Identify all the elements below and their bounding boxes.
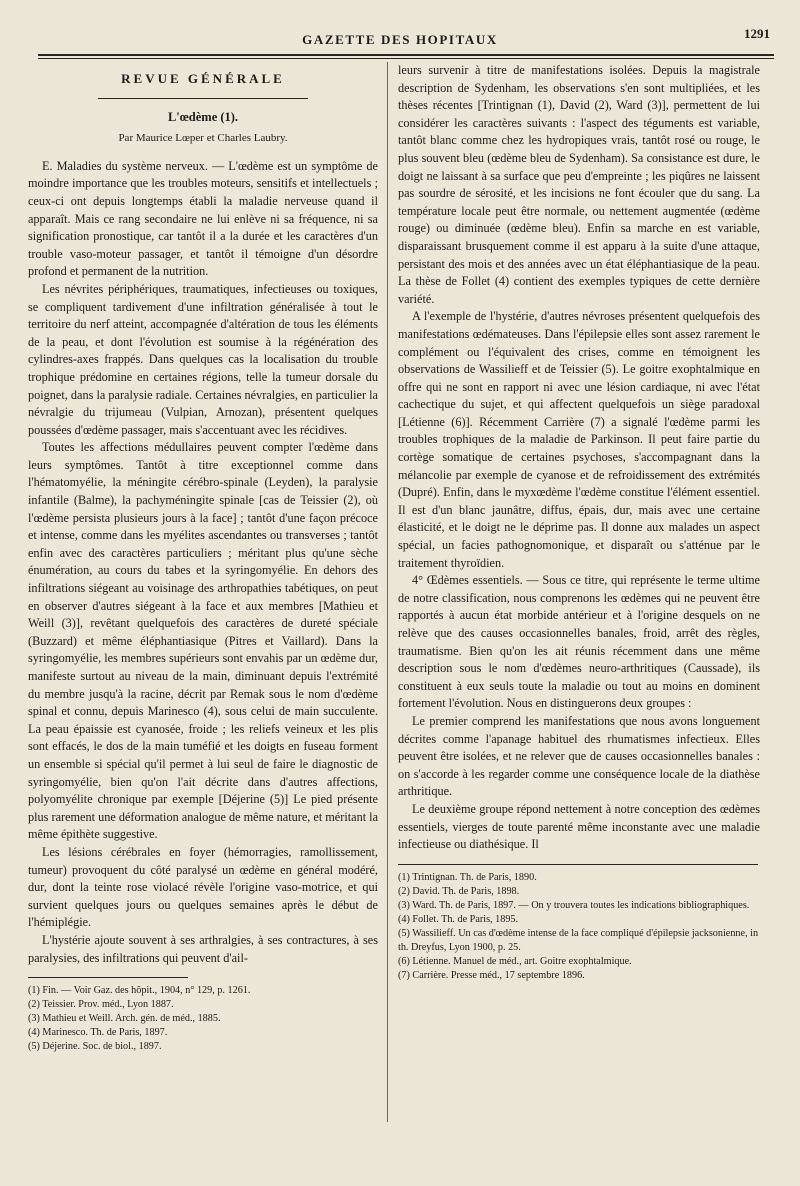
left-column xyxy=(28,62,378,1054)
masthead-title: GAZETTE DES HOPITAUX xyxy=(302,32,498,47)
section-title-rule xyxy=(98,98,308,99)
footnote: (6) Létienne. Manuel de méd., art. Goitre exophtalmique. xyxy=(398,955,632,967)
footnote: (1) Trintignan. Th. de Paris, 1890. xyxy=(398,871,537,883)
footnote: (2) David. Th. de Paris, 1898. xyxy=(398,885,520,897)
left-paragraph: Les névrites périphériques, traumatiques, infectieuses ou toxiques, se compliquent tardivement d'une infiltration généralisée à tout le territoire du nerf atteint, accompagnée d'altération de tous les éléments de la peau, et dont l'évolution est soumise à la régénération des cylindres-axes frappés. Dans quelques cas la localisation du trouble trophique prédomine en certaines régions, telle la tumeur dorsale du poignet, dans la paralysie radiale. Certaines névralgies, en particulier la névralgie du trijumeau (Vulpian, Arnozan), présentent quelques poussées d'œdème passager, mais s'accentuant avec les récidives. xyxy=(28,281,378,437)
footnote: (4) Follet. Th. de Paris, 1895. xyxy=(398,913,519,925)
left-paragraph: Les lésions cérébrales en foyer (hémorragies, ramollissement, tumeur) provoquent du côté paralysé un œdème en général modéré, dur, dont la teinte rose violacé révèle l'origine vaso-motrice, et qui survient quelques jours ou quelques semaines après le début de l'hémiplégie. xyxy=(28,844,378,930)
right-paragraph: leurs survenir à titre de manifestations isolées. Depuis la magistrale description de Sydenham, les observations s'en sont multipliées, et les thèses récentes [Trintignan (1), David (2), Ward (3)], permettent de lui considérer les caractères suivants : l'aspect des téguments est variable, tantôt blanc comme chez les hydropiques vrais, tantôt rosé ou rouge, le plus souvent bleu (œdème bleu de Sydenham). Sa consistance est dure, le doigt ne laissant à sa surface que peu d'empreinte ; les piqûres ne laissent pas sourdre de sérosité, et les incisions ne font écouler que du sang. La température locale peut être normale, ou nettement augmentée (œdème rouge) ou diminuée (œdème bleu). Enfin sa marche en est variable, disparaissant brusquement comme il est apparu à la suite d'une attaque, persistant des mois et des années avec un état éléphantiasique de la peau. La thèse de Follet (4) contient des exemples typiques de cette dernière variété. xyxy=(398,63,760,306)
right-paragraph: A l'exemple de l'hystérie, d'autres névroses présentent quelquefois des manifestations œdémateuses. Dans l'épilepsie elles sont assez rarement le complément ou l'équivalent des crises, comme en témoignent les observations de Wassilieff et de Teissier (5). Le goitre exophtalmique en offre qui ne sont en rapport ni avec une lésion cardiaque, ni avec l'état cachectique du sujet, et qui affectent quelquefois un siège paradoxal [Létienne (6)]. Récemment Carrière (7) a signalé l'œdème parmi les troubles trophiques de la maladie de Parkinson. Il peut faire partie du cortège somatique de certaines psychoses, s'accompagnant dans la mélancolie par exemple de cyanose et de refroidissement des extrémités (Dupré). Enfin, dans le myxœdème l'œdème constitue l'élément essentiel. Il est d'un blanc jaunâtre, diffus, épais, dur, mais avec une certaine élasticité, et le doigt ne le déprime pas. Il donne aux malades un aspect spécial, un facies pathognomonique, et disparaît ou s'atténue par le traitement thyroïdien. xyxy=(398,309,760,570)
right-paragraph: Le deuxième groupe répond nettement à notre conception des œdèmes essentiels, vierges de toute parenté même inconstante avec une maladie infectieuse ou diathésique. Il xyxy=(398,801,760,852)
byline: Par Maurice Lœper et Charles Laubry. xyxy=(118,132,288,145)
footnote: (5) Wassilieff. Un cas d'œdème intense de la face compliqué d'épilepsie jacksonienne, in th. Dreyfus, Lyon 1900, p. 25. xyxy=(398,927,759,953)
right-column xyxy=(398,62,760,983)
article-title: L'œdème (1). xyxy=(167,109,239,124)
footnote: (3) Ward. Th. de Paris, 1897. — On y trouvera toutes les indications bibliographiques. xyxy=(398,899,750,911)
footnote: (5) Déjerine. Soc. de biol., 1897. xyxy=(28,1041,162,1053)
footnote: (4) Marinesco. Th. de Paris, 1897. xyxy=(28,1027,168,1039)
page-number: 1291 xyxy=(744,26,770,41)
footnote: (2) Teissier. Prov. méd., Lyon 1887. xyxy=(28,999,174,1011)
left-footnotes xyxy=(28,984,378,1054)
footnote-rule xyxy=(28,977,188,978)
right-footnotes xyxy=(398,871,760,983)
left-paragraph: E. Maladies du système nerveux. — L'œdème est un symptôme de moindre importance que les troubles moteurs, sensitifs et intellectuels ; ceux-ci ont depuis longtemps établi la maladie nerveuse quand il apparaît. Mais ce rang secondaire ne lui enlève ni sa fréquence, ni sa signification pronostique, car tantôt il a la durée et les caractères d'un trouble vaso-moteur passager, et tantôt il témoigne d'un désordre profond et permanent de la nutrition. xyxy=(28,158,378,279)
footnote: (7) Carrière. Presse méd., 17 septembre 1896. xyxy=(398,969,585,981)
footnote-rule xyxy=(398,864,758,865)
right-paragraph: Le premier comprend les manifestations que nous avons longuement décrites comme l'apanage habituel des rhumatismes infectieux. Elles peuvent être isolées, et ne relever que de causes occasionnelles banales : on s'accorde à les regarder comme une conséquence locale de la diathèse arthritique. xyxy=(398,713,760,799)
column-divider xyxy=(387,62,388,1122)
left-paragraph: L'hystérie ajoute souvent à ses arthralgies, à ses contractures, à ses paralysies, des infiltrations qui peuvent d'ail- xyxy=(28,932,378,965)
footnote: (1) Fin. — Voir Gaz. des hôpit., 1904, n° 129, p. 1261. xyxy=(28,985,251,997)
footnote: (3) Mathieu et Weill. Arch. gén. de méd., 1885. xyxy=(28,1013,221,1025)
section-title: REVUE GÉNÉRALE xyxy=(121,71,285,86)
right-paragraph: 4° Œdèmes essentiels. — Sous ce titre, qui représente le terme ultime de notre classification, nous comprenons les œdèmes qui ne peuvent être rapportés à aucun état morbide antérieur et à l'origine desquels on ne relève que des causes occasionnelles banales, froid, arrêt des règles, traumatisme. Bien qu'on les ait réunis récemment dans une même description sous le nom d'œdèmes neuro-arthritiques (Caussade), ils constituent à eux seuls toute la maladie ou tout au moins en dominent fortement l'évolution. Nous en distinguerons deux groupes : xyxy=(398,573,760,711)
left-paragraph: Toutes les affections médullaires peuvent compter l'œdème dans leurs symptômes. Tantôt à titre exceptionnel comme dans l'hématomyélie, la méningite cérébro-spinale (Leyden), la paralysie infantile (Balme), la pachyméningite spinale [cas de Teissier (2), où l'œdème persista plusieurs jours à la face] ; tantôt d'une façon précoce et intense, comme dans les myélites ascendantes ou transverses ; tantôt enfin avec des caractères particuliers ; méritant plus qu'une sèche énumération, au cours du tabes et la syringomyélie. En dehors des infiltrations siégeant au voisinage des arthropathies tabétiques, on peut en observer d'autres siégeant à la face et aux membres [Mathieu et Weill (3)], revêtant quelquefois des caractères de dureté spéciale (Buzzard) et même éléphantiasique (Pitres et Vaillard). Dans la syringomyélie, les membres supérieurs sont envahis par un œdème dur, manifeste surtout au niveau de la main, diminuant depuis l'extrémité du membre jusqu'à la racine, décrit par Remak sous le nom d'œdème spinal et connu, depuis Marinesco (4), sous celui de main succulente. La peau épaissie est cyanosée, froide ; les reliefs veineux et les plis sont effacés, le dos de la main tuméfié et les doigts en fuseau forment un ensemble si spécial qu'il permet à lui seul de faire le diagnostic de syringomyélie, bien qu'on l'ait décrite dans d'autres affections, polyomyélite chronique par exemple [Déjerine (5)] Le pied présente plus rarement une déformation analogue de même nature, et méritant la même épithète suggestive. xyxy=(28,440,379,842)
header-rule xyxy=(38,54,774,59)
